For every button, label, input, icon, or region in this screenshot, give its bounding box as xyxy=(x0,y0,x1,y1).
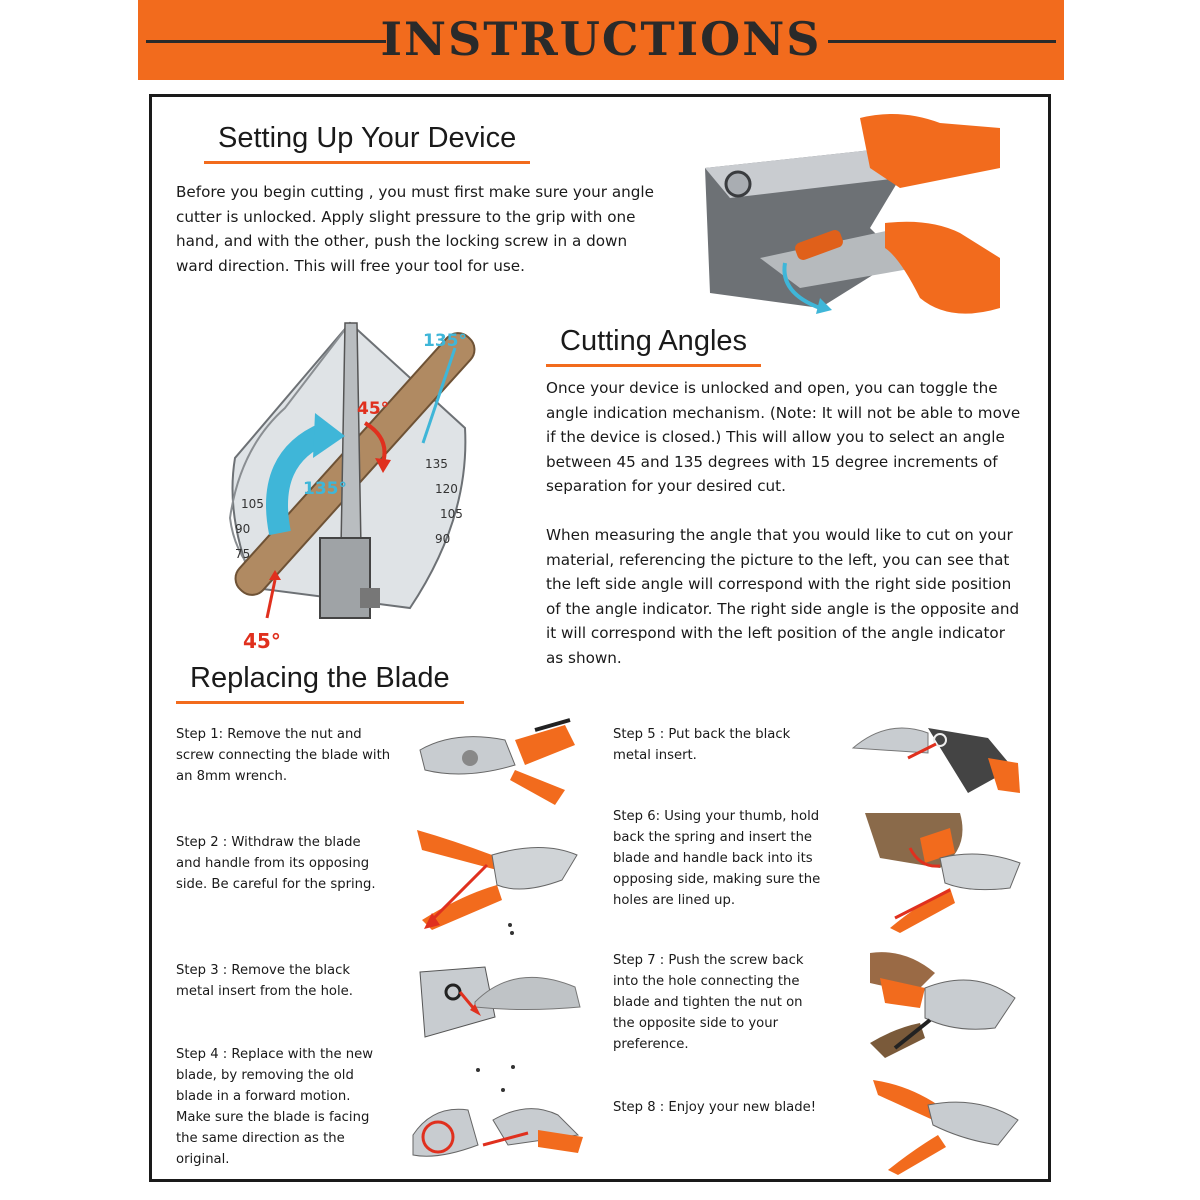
scale-tick-label: 75 xyxy=(235,547,251,561)
step-1-text: Step 1: Remove the nut and screw connecting the blade with an 8mm wrench. xyxy=(176,727,391,784)
step-8-image xyxy=(868,1075,1023,1175)
label-135-center: 135° xyxy=(303,479,347,499)
step-2-image xyxy=(412,825,582,935)
page-title: INSTRUCTIONS xyxy=(380,12,822,66)
step-3-image xyxy=(415,962,580,1047)
angles-heading: Cutting Angles xyxy=(546,325,761,367)
unlock-device-image xyxy=(700,108,1000,328)
step-5-text: Step 5 : Put back the black metal insert. xyxy=(613,727,791,763)
step-6-image xyxy=(860,808,1025,933)
step-2-text: Step 2 : Withdraw the blade and handle from its opposing side. Be careful for the spring. xyxy=(176,835,376,892)
label-45-bottom: 45° xyxy=(243,629,281,653)
scale-tick-label: 105 xyxy=(440,507,463,521)
scale-tick-label: 105 xyxy=(241,497,264,511)
angle-indicator-diagram xyxy=(195,318,515,653)
step-7-image xyxy=(865,948,1020,1063)
label-45-top: 45° xyxy=(357,399,390,419)
scale-tick-label: 120 xyxy=(435,482,458,496)
step-7-text: Step 7 : Push the screw back into the hole connecting the blade and tighten the nut on the opposite side to your preference. xyxy=(613,953,804,1052)
scale-tick-label: 90 xyxy=(435,532,451,546)
angles-paragraph-1: Once your device is unlocked and open, you can toggle the angle indication mechanism. (Note: It will not be able to move if the device is closed.) This will allow you to select an angle between 45 and 135 degrees with 15 degree increments of separation for your desired cut. xyxy=(546,379,1021,496)
label-135-top: 135° xyxy=(423,331,467,351)
scale-tick-label: 135 xyxy=(425,457,448,471)
setup-heading: Setting Up Your Device xyxy=(204,122,530,164)
step-1-image xyxy=(415,720,575,805)
step-4-text: Step 4 : Replace with the new blade, by removing the old blade in a forward motion. Make sure the blade is facing the same direction as the original. xyxy=(176,1047,374,1167)
step-8-text: Step 8 : Enjoy your new blade! xyxy=(613,1100,817,1115)
angles-paragraph-2: When measuring the angle that you would like to cut on your material, referencing the picture to the left, you can see that the left side angle will correspond with the right side position of the angle indicator. The right side angle is the opposite and it will correspond with the left position of the angle indicator as shown. xyxy=(546,526,1020,667)
scale-tick-label: 90 xyxy=(235,522,251,536)
setup-paragraph: Before you begin cutting , you must first make sure your angle cutter is unlocked. Apply slight pressure to the grip with one hand, and with the other, push the locking screw in a down ward direction. This will free your tool for use. xyxy=(176,183,654,275)
step-4-image xyxy=(408,1065,588,1165)
step-3-text: Step 3 : Remove the black metal insert from the hole. xyxy=(176,963,353,999)
step-5-image xyxy=(848,718,1023,798)
blade-heading: Replacing the Blade xyxy=(176,662,464,704)
step-6-text: Step 6: Using your thumb, hold back the spring and insert the blade and handle back into its opposing side, making sure the holes are lined up. xyxy=(613,809,821,908)
title-banner xyxy=(138,0,1064,80)
